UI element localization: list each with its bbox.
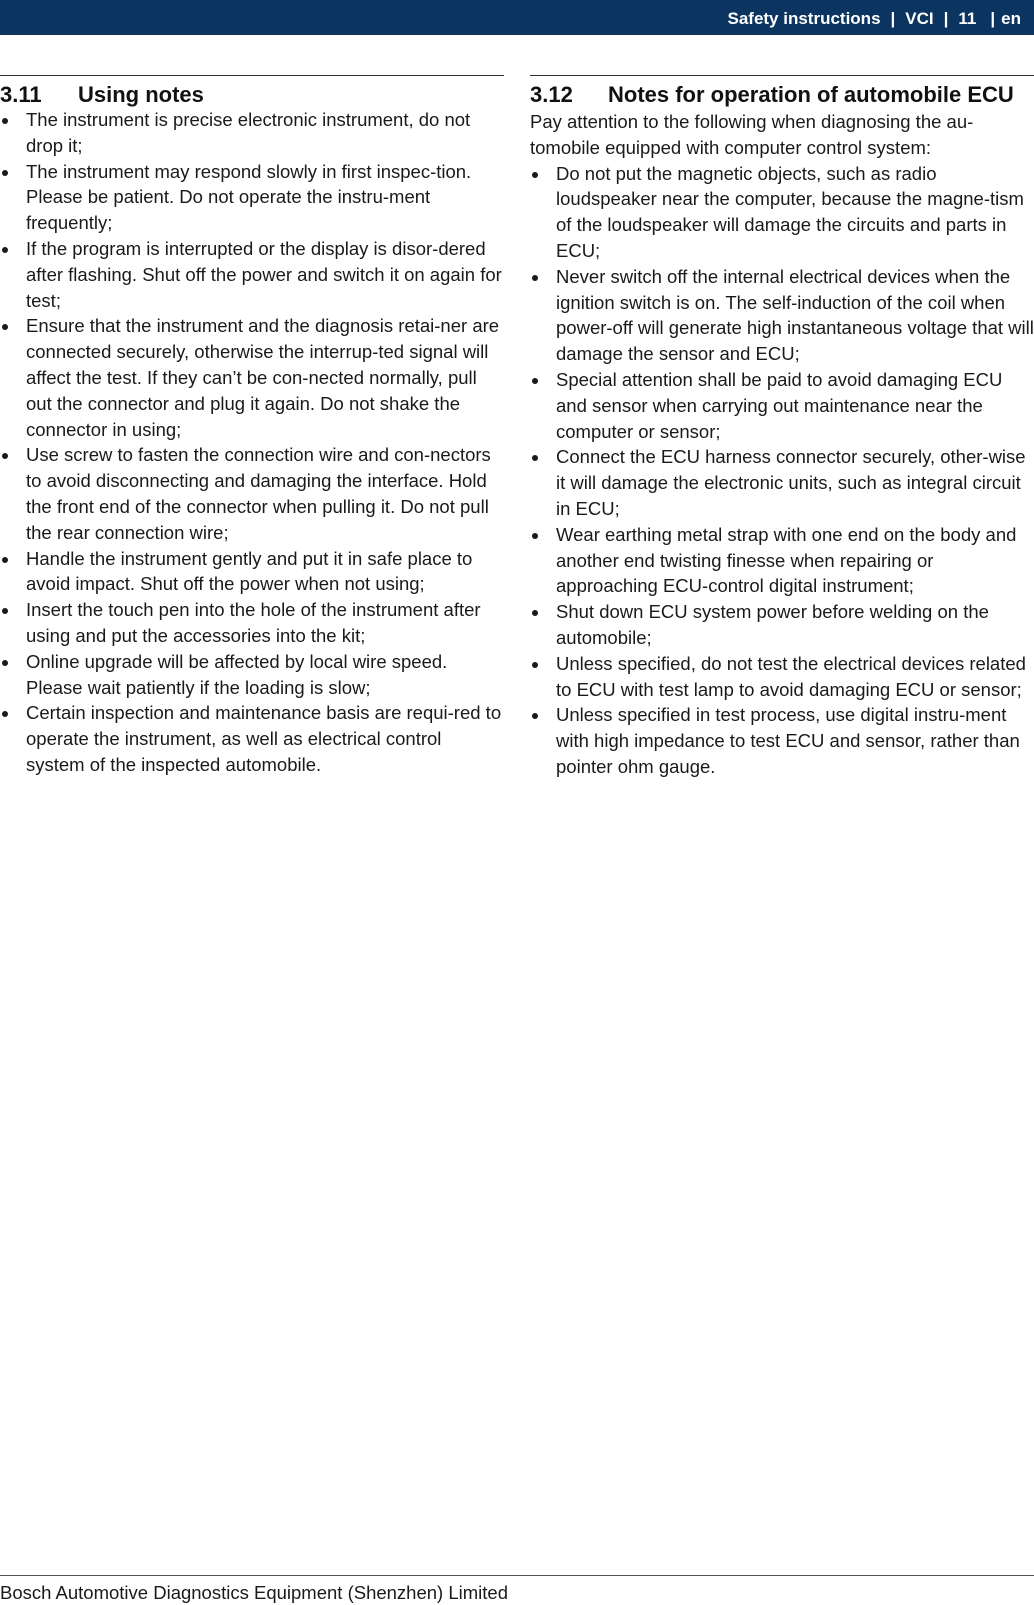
list-item: The instrument may respond slowly in first inspec-tion. Please be patient. Do not operate the instru-ment frequently; — [0, 159, 504, 236]
header-page-number: 11 — [958, 9, 977, 28]
section-title: Using notes — [78, 82, 204, 107]
list-item: Never switch off the internal electrical devices when the ignition switch is on. The self-induction of the coil when power-off will generate high instantaneous voltage that will damage the sensor and ECU; — [530, 264, 1034, 367]
list-item: Unless specified, do not test the electrical devices related to ECU with test lamp to avoid damaging ECU or sensor; — [530, 651, 1034, 703]
ecu-notes-list — [530, 161, 1034, 780]
header-section: Safety instructions — [727, 9, 881, 28]
header-separator: | — [943, 9, 949, 28]
list-item: If the program is interrupted or the display is disor-dered after flashing. Shut off the power and switch it on again for test; — [0, 236, 504, 313]
header-separator: | — [890, 9, 896, 28]
section-title: Notes for operation of automobile ECU — [608, 82, 1014, 107]
list-item: Handle the instrument gently and put it in safe place to avoid impact. Shut off the power when not using; — [0, 546, 504, 598]
header-language: en — [1001, 9, 1021, 28]
list-item: Use screw to fasten the connection wire and con-nectors to avoid disconnecting and damaging the interface. Hold the front end of the connector when pulling it. Do not pull the rear connection wire; — [0, 442, 504, 545]
right-column — [530, 76, 1034, 780]
running-header — [727, 9, 1021, 29]
left-column — [0, 76, 504, 778]
list-item: Special attention shall be paid to avoid damaging ECU and sensor when carrying out maintenance near the computer or sensor; — [530, 367, 1034, 444]
using-notes-list — [0, 107, 504, 778]
page-header-bar — [0, 0, 1034, 35]
section-heading-3-11 — [0, 82, 504, 107]
list-item: Connect the ECU harness connector securely, other-wise it will damage the electronic units, such as integral circuit in ECU; — [530, 444, 1034, 521]
list-item: Certain inspection and maintenance basis are requi-red to operate the instrument, as well as electrical control system of the inspected automobile. — [0, 700, 504, 777]
footer-rule — [0, 1575, 1034, 1576]
section-number: 3.11 — [0, 82, 42, 107]
section-number: 3.12 — [530, 82, 573, 107]
footer-company: Bosch Automotive Diagnostics Equipment (Shenzhen) Limited — [0, 1582, 508, 1603]
header-product: VCI — [905, 9, 934, 28]
header-separator: | — [990, 9, 996, 28]
list-item: Unless specified in test process, use digital instru-ment with high impedance to test ECU and sensor, rather than pointer ohm gauge. — [530, 702, 1034, 779]
list-item: Shut down ECU system power before welding on the automobile; — [530, 599, 1034, 651]
section-heading-3-12 — [530, 82, 1034, 107]
section-intro: Pay attention to the following when diagnosing the au-tomobile equipped with computer control system: — [530, 111, 974, 158]
list-item: Ensure that the instrument and the diagnosis retai-ner are connected securely, otherwise the interrup-ted signal will affect the test. If they can’t be con-nected normally, pull out the connector and plug it again. Do not shake the connector in using; — [0, 313, 504, 442]
list-item: Online upgrade will be affected by local wire speed. Please wait patiently if the loading is slow; — [0, 649, 504, 701]
list-item: Wear earthing metal strap with one end on the body and another end twisting finesse when repairing or approaching ECU-control digital instrument; — [530, 522, 1034, 599]
list-item: The instrument is precise electronic instrument, do not drop it; — [0, 107, 504, 159]
list-item: Do not put the magnetic objects, such as radio loudspeaker near the computer, because the magne-tism of the loudspeaker will damage the circuits and parts in ECU; — [530, 161, 1034, 264]
list-item: Insert the touch pen into the hole of the instrument after using and put the accessories into the kit; — [0, 597, 504, 649]
